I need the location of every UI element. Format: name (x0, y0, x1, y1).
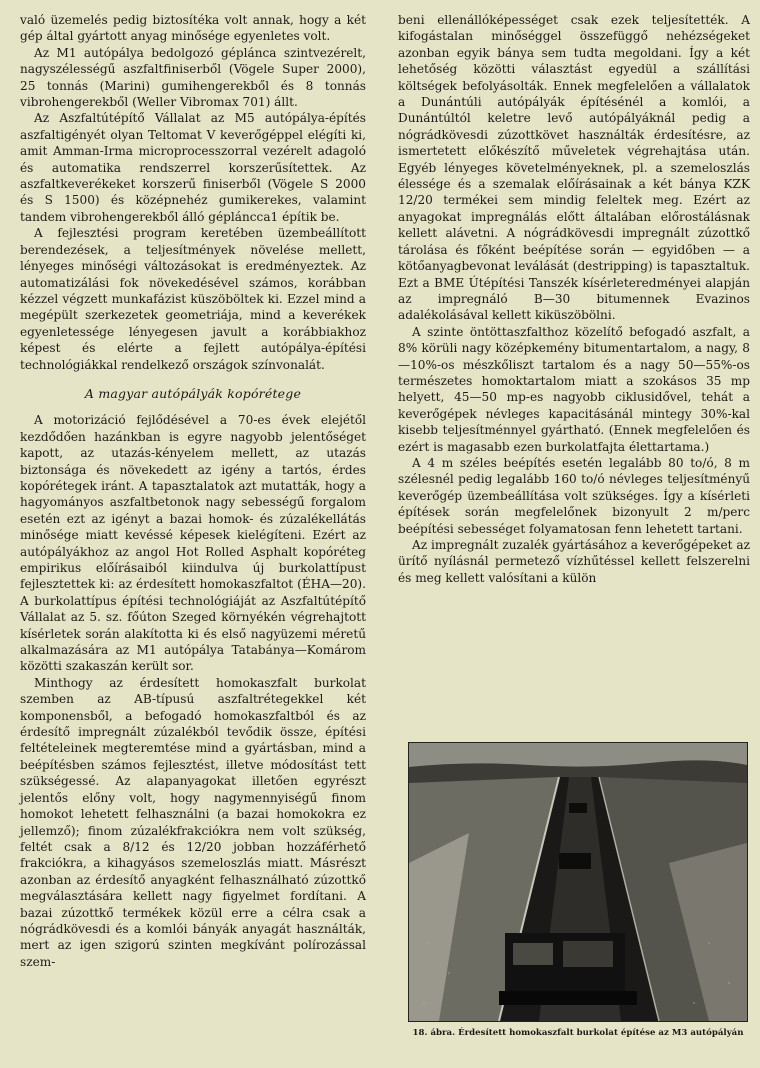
paragraph: A szinte öntöttaszfalthoz közelítő befogadó aszfalt, a 8% körüli nagy középkemény bitumentartalom, a nagy, 8—10%-os mészkőliszt tartalom és a nagy 50—55%-os természetes homoktartalom miatt a szokásos 35 mp helyett, 45—50 mp-es nagyobb ciklusidővel, tehát a keverőgépek névleges kapacitásánál mintegy 30%-kal kisebb teljesítménnyel gyártható. (Ennek megfelelően és ezért is magasabb ezen burkolatfajta élettartama.) (398, 324, 750, 454)
paragraph: A fejlesztési program keretében üzembeállított berendezések, a teljesítmények növelése mellett, lényeges minőségi változásokat is eredményeztek. Az automatizálási fok növekedésével számos, korábban kézzel végzett munkafázist küszöböltek ki. Ezzel mind a megépült szerkezetek geometriája, mind a keverékek egyenletessége lényegesen javult a korábbiakhoz képest és elérte a fejlett autópálya-építési technológiákkal rendelkező országok színvonalát. (20, 226, 366, 372)
paragraph: A motorizáció fejlődésével a 70-es évek elejétől kezdődően hazánkban is egyre nagyobb jelentőséget kapott, az utazás-kényelem mellett, az utazás biztonsága és növekedett az igény a tartós, érdes kopórétegek iránt. A tapasztalatok azt mutatták, hogy a hagyományos aszfaltbetonok nagy sebességű forgalom esetén ezt az igényt a bazai homok- és zúzalékellátás minősége miatt kevéssé képesek kielégíteni. Ezért az autópályákhoz az angol Hot Rolled Asphalt kopóréteg empirikus előírásaiból kiindulva új burkolattípust fejlesztettek ki: az érdesített homokaszfaltot (ÉHA—20). A burkolattípus építési technológiáját az Aszfaltútépítő Vállalat az 5. sz. főúton Szeged környékén végrehajtott kísérletek során alakította ki és első nagyüzemi méretű alkalmazására az M1 autópálya Tatabánya—Komárom közötti szakaszán került sor. (20, 413, 366, 674)
paragraph: Az M1 autópálya bedolgozó géplánca szintvezérelt, nagyszélességű aszfaltfiniserből (Vögele Super 2000), 25 tonnás (Marini) gumihengerekből és 8 tonnás vibrohengerekből (Weller Vibromax 701) állt. (20, 45, 366, 110)
right-column (398, 12, 750, 586)
left-column (20, 12, 366, 970)
paragraph: Az Aszfaltútépítő Vállalat az M5 autópálya-építés aszfaltigényét olyan Teltomat V keverőgéppel elégíti ki, amit Amman-Irma microprocesszorral vezérelt adagoló és automatika rendszerrel korszerűsítettek. Az aszfaltkeverékeket korszerű finiserből (Vögele S 2000 és S 1500) és középnehéz gumikerekes, valamint tandem vibrohengerekből álló gépláncca1 építik be. (20, 111, 366, 224)
paragraph: Minthogy az érdesített homokaszfalt burkolat szemben az AB-típusú aszfaltrétegekkel két komponensből, a befogadó homokaszfaltból és az érdesítő impregnált zúzalékból tevődik össze, építési feltételeinek megteremtése mind a gyártásban, mind a beépítésben számos fejlesztést, illetve módosítást tett szükségessé. Az alapanyagokat illetően egyrészt jelentős előny volt, hogy nagymennyiségű finom homokot lehetett felhasználni (a bazai homokokra ez jellemző); finom zúzalékfrakciókra nem volt szükség, feltét csak a 8/12 és 12/20 jobban hozzáférhető frakciókra, a kihagyásos szemeloszlás miatt. Másrészt azonban az érdesítő anyagként felhasználható zúzottkő megválasztására kellett nagy figyelmet fordítani. A bazai zúzottkő termékek közül erre a célra csak a nógrádkövesdi és a komlói bányák anyagát használták, mert az igen szigorú szinten megkívánt polírozással szem- (20, 675, 366, 969)
figure (408, 742, 748, 1039)
paving-site-photo (408, 742, 748, 1022)
paragraph: A 4 m széles beépítés esetén legalább 80 to/ó, 8 m szélesnél pedig legalább 160 to/ó névleges teljesítményű keverőgép üzembeállítása volt szükséges. Így a kísérleti építések során megfelelőnek bizonyult 2 m/perc beépítési sebességet folyamatosan fenn lehetett tartani. (398, 455, 750, 536)
paragraph: való üzemelés pedig biztosítéka volt annak, hogy a két gép által gyártott anyag minősége egyenletes volt. (20, 13, 366, 44)
section-heading: A magyar autópályák kopórétege (84, 385, 302, 401)
paragraph: beni ellenállóképességet csak ezek teljesítették. A kifogástalan minőséggel összefüggő nehézségeket azonban egyik bánya sem tudta megoldani. Így a két lehetőség közötti választást egyedül a szállítási költségek befolyásolták. Ennek megfelelően a vállalatok a Dunántúli autópályák építésénél a komlói, a Dunántúltól keletre levő autópályáknál pedig a nógrádkövesdi zúzottkövet használták érdesítésre, az ismertetett előkészítő műveletek végrehajtása után. Egyéb lényeges követelményeknek, pl. a szemeloszlás élessége és a szemalak előírásainak a két bánya KZK 12/20 termékei sem mindig feleltek meg. Ezért az anyagokat impregnálás előtt általában előrostálásnak kellett alávetni. A nógrádkövesdi impregnált zúzottkő tárolása és főként beépítése során — egyidőben — a kötőanyagbevonat leválását (destripping) is tapasztaltuk. Ezt a BME Útépítési Tanszék kísérleteredményei alapján az impregnáló B—30 bitumennek Evazinos adalékolásával kellett kiküszöbölni. (398, 13, 750, 323)
paragraph: Az impregnált zuzalék gyártásához a keverőgépeket az ürítő nyílásnál permetező vízhűtéssel kellett felszerelni és meg kellett valósítani a külön (398, 538, 750, 585)
figure-caption: 18. ábra. Érdesített homokaszfalt burkolat építése az M3 autópályán (412, 1028, 744, 1038)
